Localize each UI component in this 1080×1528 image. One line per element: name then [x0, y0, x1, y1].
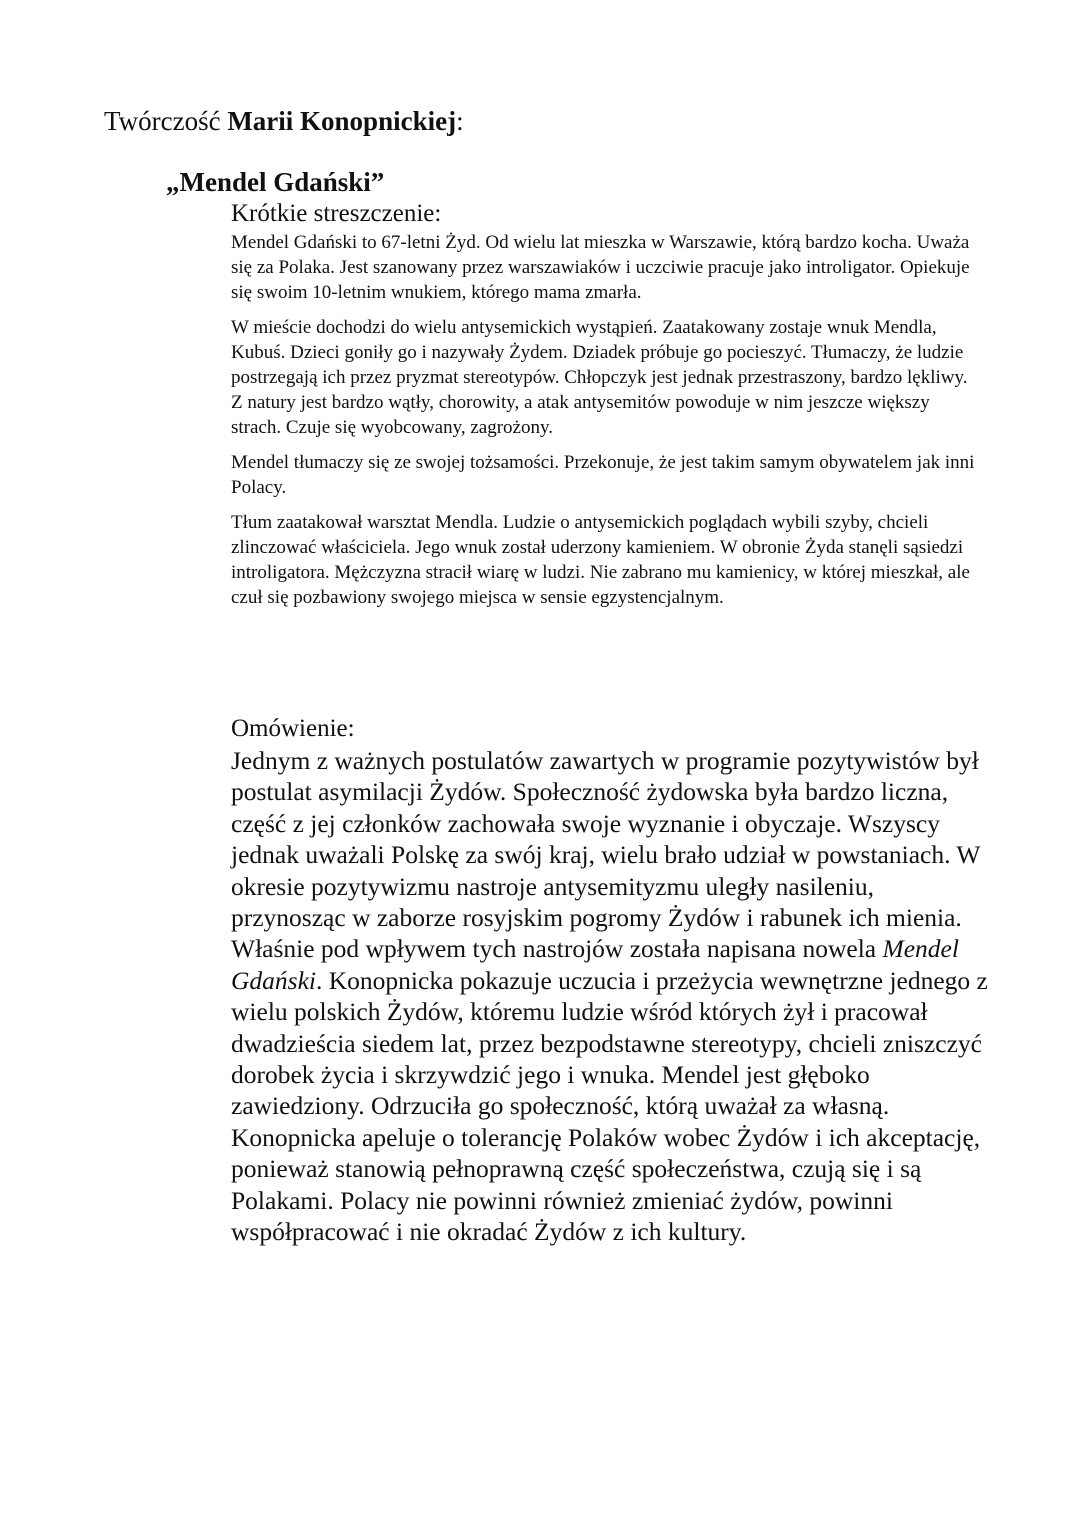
- discussion-paragraph: [231, 745, 991, 1248]
- page-title: [104, 104, 464, 138]
- summary-heading: Krótkie streszczenie:: [231, 200, 442, 227]
- discussion-text-part-2: . Konopnicka pokazuje uczucia i przeżycia wewnętrzne jednego z wielu polskich Żydów, któremu ludzie wśród których żył i pracował dwadzieścia siedem lat, przez bezpodstawne stereotypy, chcieli zniszczyć dorobek życia i skrzywdzić jego i wnuka. Mendel jest głęboko zawiedziony. Odrzuciła go społeczność, którą uważał za własną. Konopnicka apeluje o tolerancję Polaków wobec Żydów i ich akceptację, ponieważ stanowią pełnoprawną część społeczeństwa, czują się i są Polakami. Polacy nie powinni również zmieniać żydów, powinni współpracować i nie okradać Żydów z ich kultury.: [231, 965, 988, 1247]
- summary-paragraph: Mendel Gdański to 67-letni Żyd. Od wielu lat mieszka w Warszawie, którą bardzo kocha. Uważa się za Polaka. Jest szanowany przez warszawiaków i uczciwie pracuje jako introligator. Opiekuje się swoim 10-letnim wnukiem, którego mama zmarła.: [231, 232, 970, 303]
- summary-paragraph: W mieście dochodzi do wielu antysemickich wystąpień. Zaatakowany zostaje wnuk Mendla, Kubuś. Dzieci goniły go i nazywały Żydem. Dziadek próbuje go pocieszyć. Tłumaczy, że ludzie postrzegają ich przez pryzmat stereotypów. Chłopczyk jest jednak przestraszony, bardzo lękliwy. Z natury jest bardzo wątły, chorowity, a atak antysemitów powoduje w nim jeszcze większy strach. Czuje się wyobcowany, zagrożony.: [231, 317, 968, 438]
- summary-body: [231, 230, 991, 610]
- work-title: „Mendel Gdański”: [166, 167, 385, 197]
- title-prefix: Twórczość: [104, 106, 228, 136]
- discussion-text-part-1: Jednym z ważnych postulatów zawartych w programie pozytywistów był postulat asymilacji Żydów. Społeczność żydowska była bardzo liczna, część z jej członków zachowała swoje wyznanie i obyczaje. Wszyscy jednak uważali Polskę za swój kraj, wielu brało udział w powstaniach. W okresie pozytywizmu nastroje antysemityzmu uległy nasileniu, przynosząc w zaborze rosyjskim pogromy Żydów i rabunek ich mienia. Właśnie pod wpływem tych nastrojów została napisana nowela: [231, 746, 980, 964]
- title-suffix: :: [456, 106, 464, 136]
- novella-title: Mendel Gdański: [231, 934, 959, 995]
- title-author: Marii Konopnickiej: [227, 106, 457, 136]
- summary-paragraph: Mendel tłumaczy się ze swojej tożsamości. Przekonuje, że jest takim samym obywatelem jak inni Polacy.: [231, 452, 975, 498]
- summary-paragraph: Tłum zaatakował warsztat Mendla. Ludzie o antysemickich poglądach wybili szyby, chcieli zlinczować właściciela. Jego wnuk został uderzony kamieniem. W obronie Żyda stanęli sąsiedzi introligatora. Mężczyzna stracił wiarę w ludzi. Nie zabrano mu kamienicy, w której mieszkał, ale czuł się pozbawiony swojego miejsca w sensie egzystencjalnym.: [231, 512, 970, 608]
- discussion-section: [231, 713, 991, 1248]
- summary-section: [231, 198, 991, 620]
- discussion-heading: Omówienie:: [231, 715, 355, 742]
